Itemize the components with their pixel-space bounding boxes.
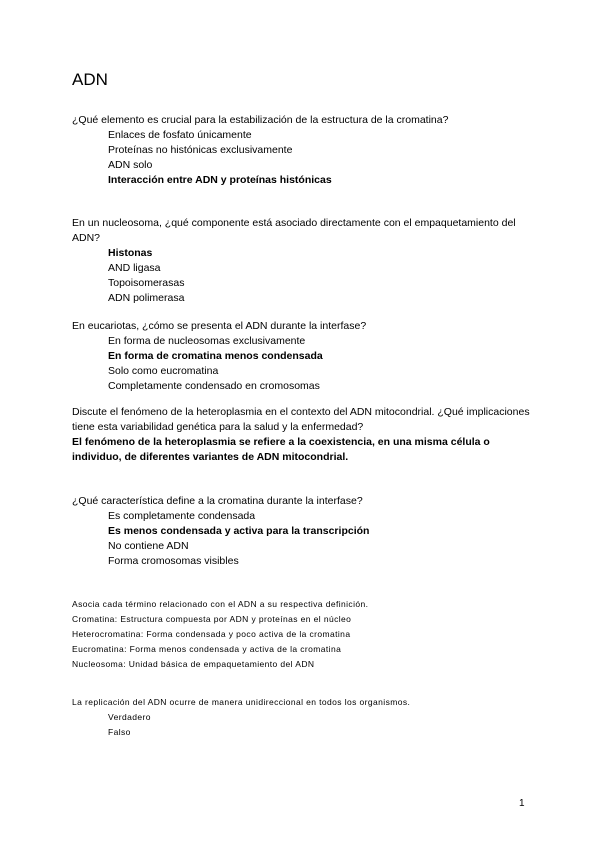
option-list [72, 334, 532, 394]
question-6-matching [72, 597, 532, 672]
matching-pair: Cromatina: Estructura compuesta por ADN y proteínas en el núcleo [72, 614, 352, 624]
option: Solo como eucromatina [108, 365, 219, 377]
matching-pair: Eucromatina: Forma menos condensada y activa de la cromatina [72, 644, 342, 654]
option-false: Falso [108, 727, 131, 737]
option-list [72, 246, 532, 306]
question-1 [72, 113, 532, 188]
option-list [72, 128, 532, 188]
question-stem: ¿Qué elemento es crucial para la estabilización de la estructura de la cromatina? [72, 114, 449, 126]
option-list [72, 710, 532, 740]
question-2 [72, 216, 532, 306]
correct-option: En forma de cromatina menos condensada [108, 350, 323, 362]
option-true: Verdadero [108, 712, 151, 722]
option: Topoisomerasas [108, 277, 185, 289]
option: Es completamente condensada [108, 510, 256, 522]
matching-pair: Nucleosoma: Unidad básica de empaquetamiento del ADN [72, 659, 315, 669]
question-7-true-false [72, 695, 532, 740]
question-4 [72, 405, 532, 465]
question-stem: Discute el fenómeno de la heteroplasmia en el contexto del ADN mitocondrial. ¿Qué implicaciones tiene esta variabilidad genética para la salud y la enfermedad? [72, 406, 530, 433]
document-title: ADN [72, 70, 108, 89]
question-5 [72, 494, 532, 569]
option: Forma cromosomas visibles [108, 555, 239, 567]
option: ADN solo [108, 159, 153, 171]
option: Enlaces de fosfato únicamente [108, 129, 252, 141]
option: Completamente condensado en cromosomas [108, 380, 320, 392]
matching-pair: Heterocromatina: Forma condensada y poco activa de la cromatina [72, 629, 351, 639]
option: No contiene ADN [108, 540, 189, 552]
question-stem: Asocia cada término relacionado con el ADN a su respectiva definición. [72, 599, 369, 609]
question-stem: ¿Qué característica define a la cromatina durante la interfase? [72, 495, 363, 507]
option-list [72, 509, 532, 569]
correct-option: Interacción entre ADN y proteínas histónicas [108, 174, 332, 186]
option: AND ligasa [108, 262, 161, 274]
answer-text: El fenómeno de la heteroplasmia se refiere a la coexistencia, en una misma célula o individuo, de diferentes variantes de ADN mitocondrial. [72, 436, 490, 463]
correct-option: Histonas [108, 247, 153, 259]
option: En forma de nucleosomas exclusivamente [108, 335, 306, 347]
page-number: 1 [519, 798, 525, 809]
question-stem: La replicación del ADN ocurre de manera unidireccional en todos los organismos. [72, 697, 411, 707]
question-stem: En eucariotas, ¿cómo se presenta el ADN durante la interfase? [72, 320, 367, 332]
option: Proteínas no histónicas exclusivamente [108, 144, 293, 156]
question-3 [72, 319, 532, 394]
option: ADN polimerasa [108, 292, 185, 304]
question-stem: En un nucleosoma, ¿qué componente está asociado directamente con el empaquetamiento del ADN? [72, 217, 516, 244]
correct-option: Es menos condensada y activa para la transcripción [108, 525, 370, 537]
